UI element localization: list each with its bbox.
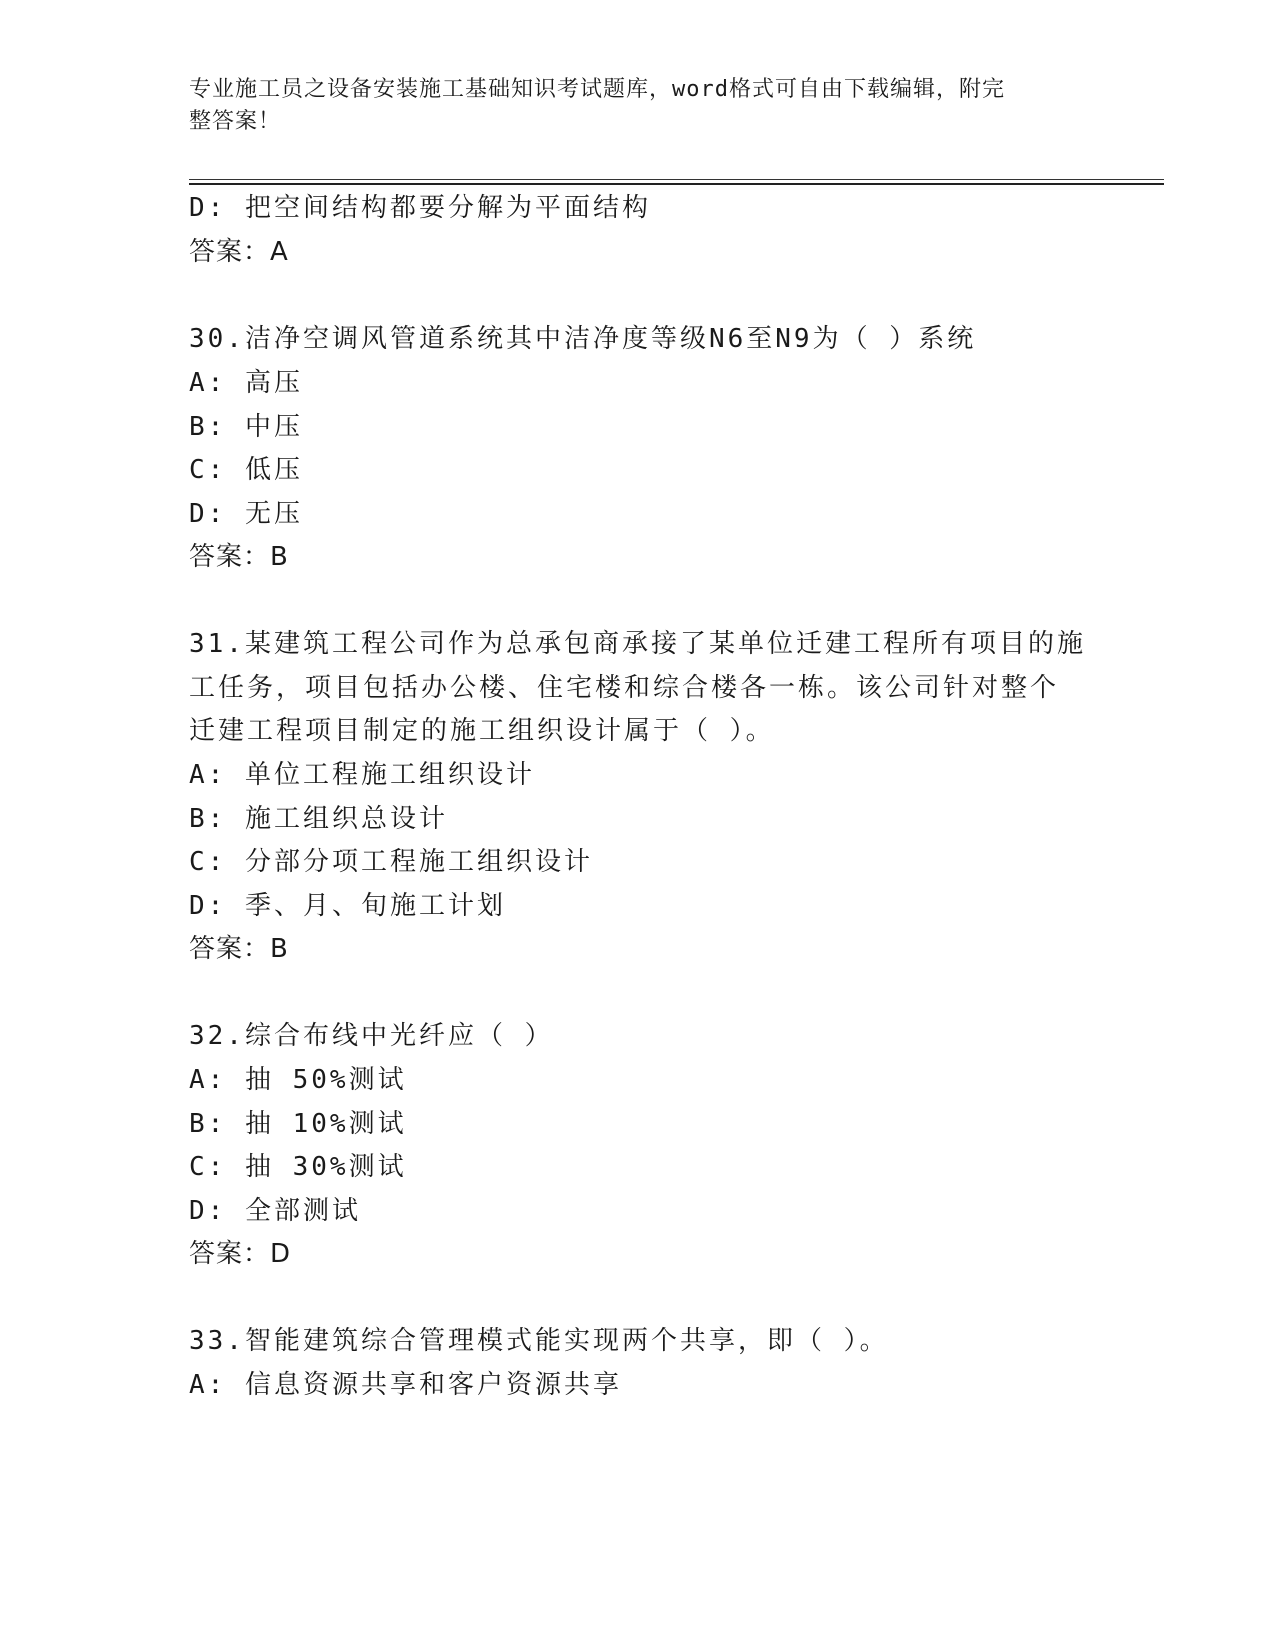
prev-option-d: D: 把空间结构都要分解为平面结构 [189,193,651,223]
q32-option-c: C: 抽 30%测试 [189,1152,407,1182]
q32-option-a: A: 抽 50%测试 [189,1065,407,1095]
q31-option-c: C: 分部分项工程施工组织设计 [189,847,593,877]
header-line-1: 专业施工员之设备安装施工基础知识考试题库，word格式可自由下载编辑，附完 [189,77,1005,102]
q31-stem-line-1: 31.某建筑工程公司作为总承包商承接了某单位迁建工程所有项目的施 [189,629,1086,659]
q33-stem: 33.智能建筑综合管理模式能实现两个共享，即（ ）。 [189,1326,889,1356]
q31-answer: 答案：B [189,934,289,964]
q32-answer: 答案：D [189,1239,292,1269]
q31-option-d: D: 季、月、旬施工计划 [189,891,506,921]
header-divider-thin [189,179,1164,180]
q32-stem: 32.综合布线中光纤应（ ） [189,1021,554,1051]
q31-option-b: B: 施工组织总设计 [189,804,448,834]
q30-option-d: D: 无压 [189,499,303,529]
q30-option-b: B: 中压 [189,412,303,442]
q31-option-a: A: 单位工程施工组织设计 [189,760,535,790]
header-line-2: 整答案！ [189,109,282,134]
q30-option-a: A: 高压 [189,368,303,398]
q31-stem-line-3: 迁建工程项目制定的施工组织设计属于（ ）。 [189,716,775,746]
q30-answer: 答案：B [189,542,289,572]
q32-option-d: D: 全部测试 [189,1196,361,1226]
q31-stem-line-2: 工任务，项目包括办公楼、住宅楼和综合楼各一栋。该公司针对整个 [189,673,1060,703]
q33-option-a: A: 信息资源共享和客户资源共享 [189,1370,622,1400]
q32-option-b: B: 抽 10%测试 [189,1109,407,1139]
header-divider-thick [189,183,1164,185]
prev-answer: 答案：A [189,237,289,267]
q30-stem: 30.洁净空调风管道系统其中洁净度等级N6至N9为（ ）系统 [189,324,977,354]
page-header [189,74,1089,138]
q30-option-c: C: 低压 [189,455,303,485]
